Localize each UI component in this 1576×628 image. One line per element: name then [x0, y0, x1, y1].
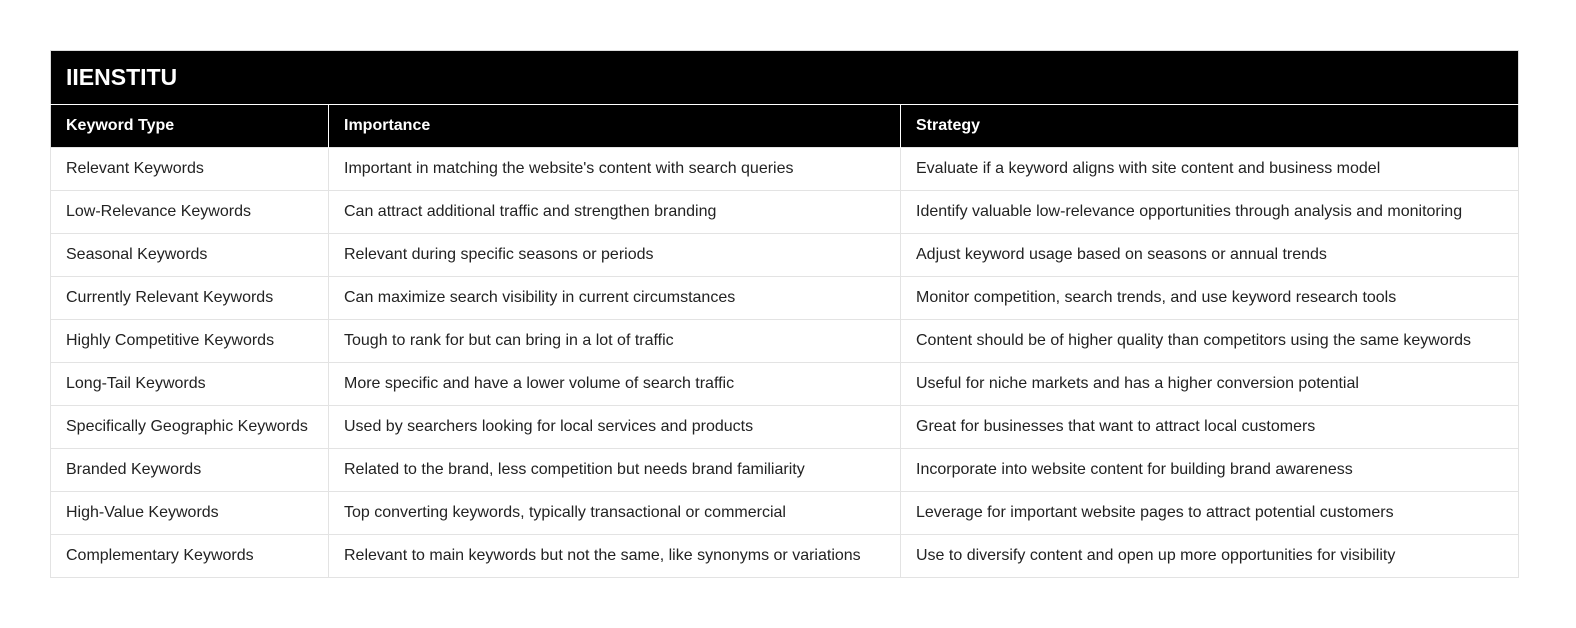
cell-strategy: Content should be of higher quality than competitors using the same keywords — [901, 320, 1519, 363]
cell-strategy: Useful for niche markets and has a higher conversion potential — [901, 363, 1519, 406]
keyword-table — [50, 50, 1519, 578]
column-header-strategy: Strategy — [901, 105, 1519, 148]
cell-importance: Tough to rank for but can bring in a lot of traffic — [329, 320, 901, 363]
cell-keyword-type: Branded Keywords — [51, 449, 329, 492]
cell-keyword-type: Currently Relevant Keywords — [51, 277, 329, 320]
cell-importance: More specific and have a lower volume of search traffic — [329, 363, 901, 406]
table-row — [51, 363, 1519, 406]
column-header-importance: Importance — [329, 105, 901, 148]
table-row — [51, 320, 1519, 363]
table-row — [51, 449, 1519, 492]
cell-strategy: Incorporate into website content for building brand awareness — [901, 449, 1519, 492]
table-row — [51, 277, 1519, 320]
cell-strategy: Use to diversify content and open up more opportunities for visibility — [901, 535, 1519, 578]
cell-importance: Relevant to main keywords but not the same, like synonyms or variations — [329, 535, 901, 578]
cell-keyword-type: High-Value Keywords — [51, 492, 329, 535]
cell-keyword-type: Specifically Geographic Keywords — [51, 406, 329, 449]
cell-keyword-type: Long-Tail Keywords — [51, 363, 329, 406]
table-row — [51, 535, 1519, 578]
keyword-table-container — [50, 50, 1518, 578]
cell-strategy: Identify valuable low-relevance opportunities through analysis and monitoring — [901, 191, 1519, 234]
table-row — [51, 406, 1519, 449]
cell-importance: Related to the brand, less competition but needs brand familiarity — [329, 449, 901, 492]
cell-strategy: Adjust keyword usage based on seasons or annual trends — [901, 234, 1519, 277]
cell-importance: Relevant during specific seasons or periods — [329, 234, 901, 277]
cell-keyword-type: Complementary Keywords — [51, 535, 329, 578]
cell-importance: Top converting keywords, typically transactional or commercial — [329, 492, 901, 535]
cell-keyword-type: Low-Relevance Keywords — [51, 191, 329, 234]
table-row — [51, 191, 1519, 234]
cell-strategy: Leverage for important website pages to attract potential customers — [901, 492, 1519, 535]
cell-keyword-type: Highly Competitive Keywords — [51, 320, 329, 363]
cell-importance: Can attract additional traffic and strengthen branding — [329, 191, 901, 234]
cell-importance: Used by searchers looking for local services and products — [329, 406, 901, 449]
cell-importance: Can maximize search visibility in current circumstances — [329, 277, 901, 320]
table-title: IIENSTITU — [51, 51, 1519, 105]
cell-keyword-type: Relevant Keywords — [51, 148, 329, 191]
cell-importance: Important in matching the website's content with search queries — [329, 148, 901, 191]
cell-strategy: Great for businesses that want to attract local customers — [901, 406, 1519, 449]
cell-strategy: Monitor competition, search trends, and use keyword research tools — [901, 277, 1519, 320]
table-title-row — [51, 51, 1519, 105]
table-header-row — [51, 105, 1519, 148]
table-row — [51, 492, 1519, 535]
cell-strategy: Evaluate if a keyword aligns with site content and business model — [901, 148, 1519, 191]
table-row — [51, 234, 1519, 277]
cell-keyword-type: Seasonal Keywords — [51, 234, 329, 277]
column-header-keyword-type: Keyword Type — [51, 105, 329, 148]
table-row — [51, 148, 1519, 191]
